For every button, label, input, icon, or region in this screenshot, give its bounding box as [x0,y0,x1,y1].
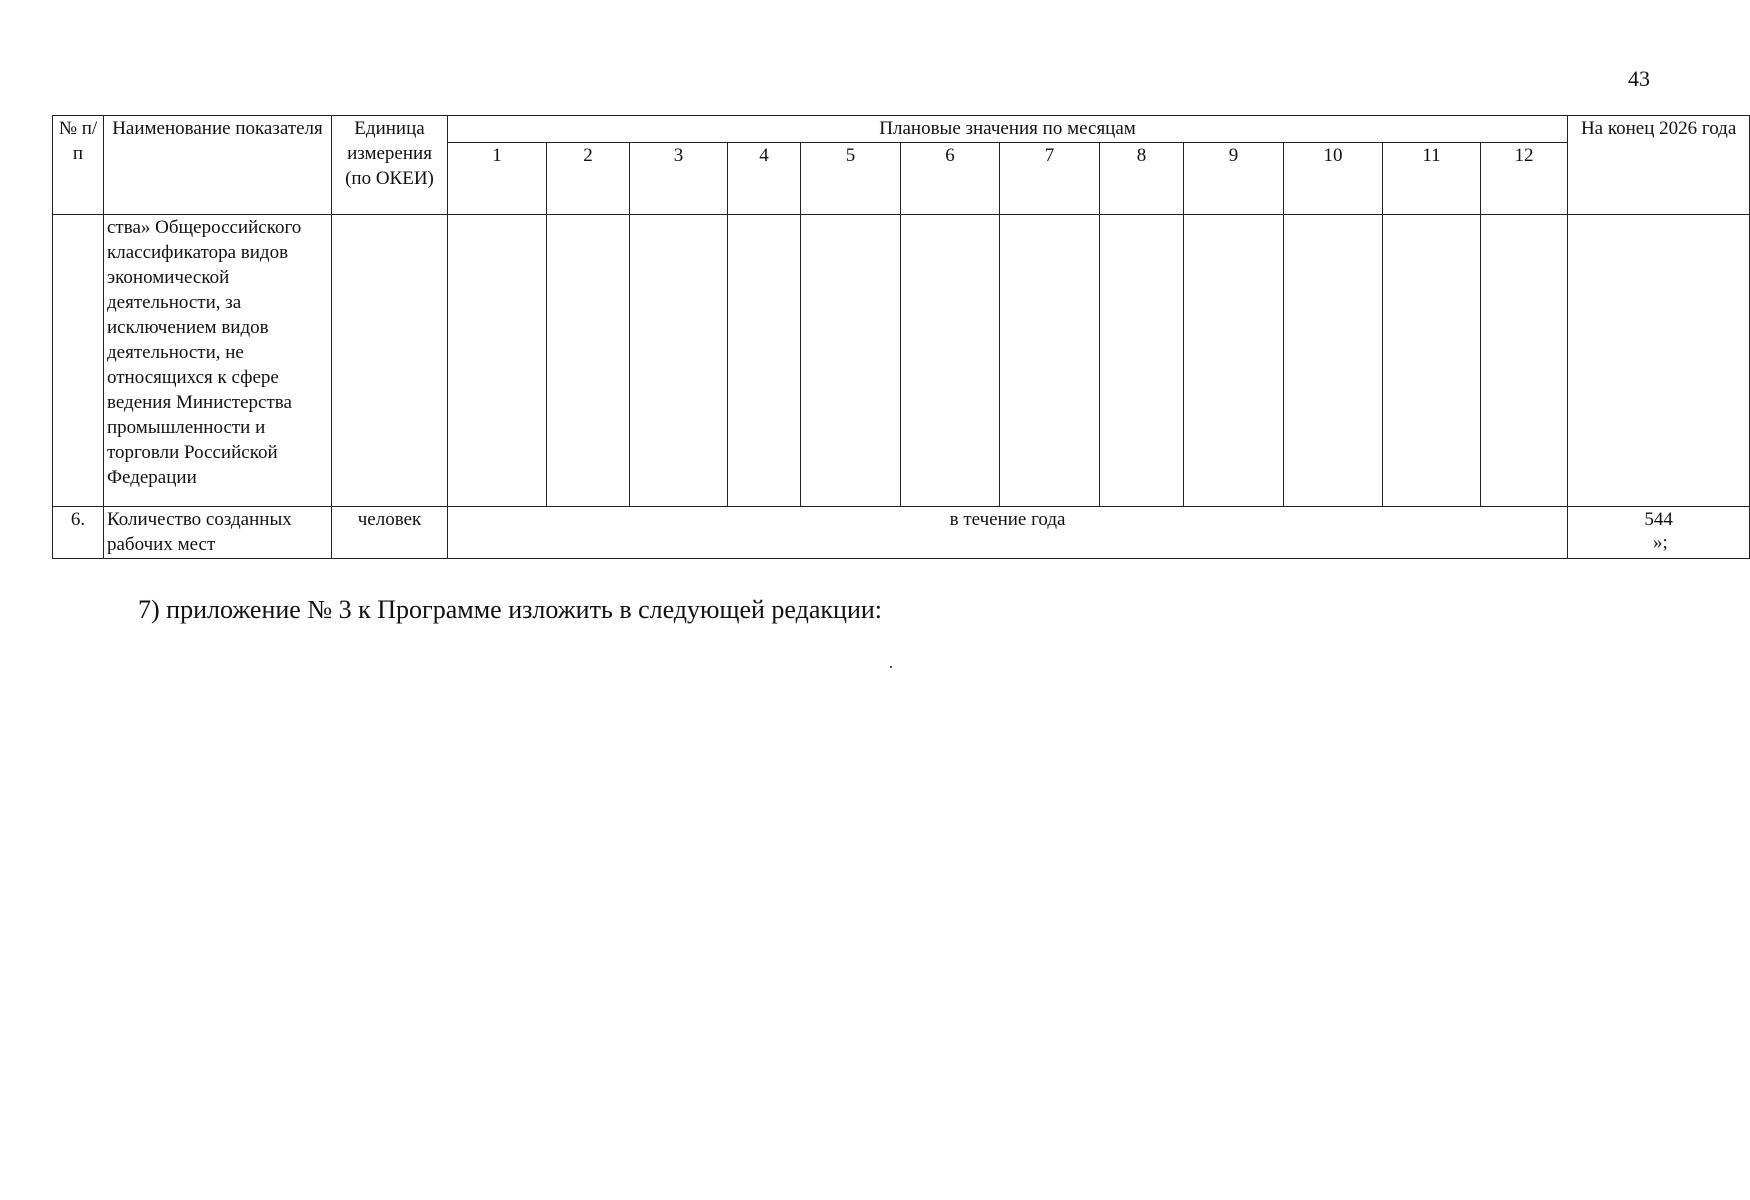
header-plan-group: Плановые значения по месяцам [448,116,1568,143]
plan-table [52,115,1750,559]
cell-month [801,215,901,507]
header-month: 5 [801,142,901,215]
header-month: 3 [630,142,728,215]
cell-name: Количество созданных рабочих мест [104,506,332,558]
header-month: 12 [1481,142,1568,215]
header-row-top [53,116,1750,143]
cell-num: 6. [53,506,104,558]
cell-month [901,215,1000,507]
cell-month [1184,215,1284,507]
cell-unit [332,215,448,507]
cell-month [1284,215,1383,507]
scan-speck [890,666,892,668]
cell-month [1000,215,1100,507]
cell-period: в течение года [448,506,1568,558]
header-month: 1 [448,142,547,215]
header-month: 6 [901,142,1000,215]
header-month: 7 [1000,142,1100,215]
header-month: 11 [1383,142,1481,215]
table-row [53,215,1750,507]
cell-month [1383,215,1481,507]
table-row [53,506,1750,558]
body-paragraph: 7) приложение № 3 к Программе изложить в следующей редакции: [138,595,882,624]
cell-name: ства» Общероссийского классификатора видов экономической деятельности, за исключением видов деятельности, не относящихся к сфере ведения Министерства промышленности и торговли Российской Федерации [104,215,332,507]
header-month: 4 [728,142,801,215]
header-name: Наименование показателя [104,116,332,215]
cell-month [448,215,547,507]
header-month: 10 [1284,142,1383,215]
header-year-end: На конец 2026 года [1568,116,1750,215]
cell-month [1481,215,1568,507]
header-month: 9 [1184,142,1284,215]
cell-year-end: 544 [1568,506,1750,558]
header-num: № п/п [53,116,104,215]
cell-unit: человек [332,506,448,558]
header-unit: Единица измерения (по ОКЕИ) [332,116,448,215]
cell-month [547,215,630,507]
cell-month [728,215,801,507]
cell-month [630,215,728,507]
header-month: 8 [1100,142,1184,215]
page-number: 43 [1628,66,1650,91]
header-month: 2 [547,142,630,215]
cell-month [1100,215,1184,507]
closing-quote-mark: »; [1653,532,1668,553]
cell-year-end [1568,215,1750,507]
cell-num [53,215,104,507]
